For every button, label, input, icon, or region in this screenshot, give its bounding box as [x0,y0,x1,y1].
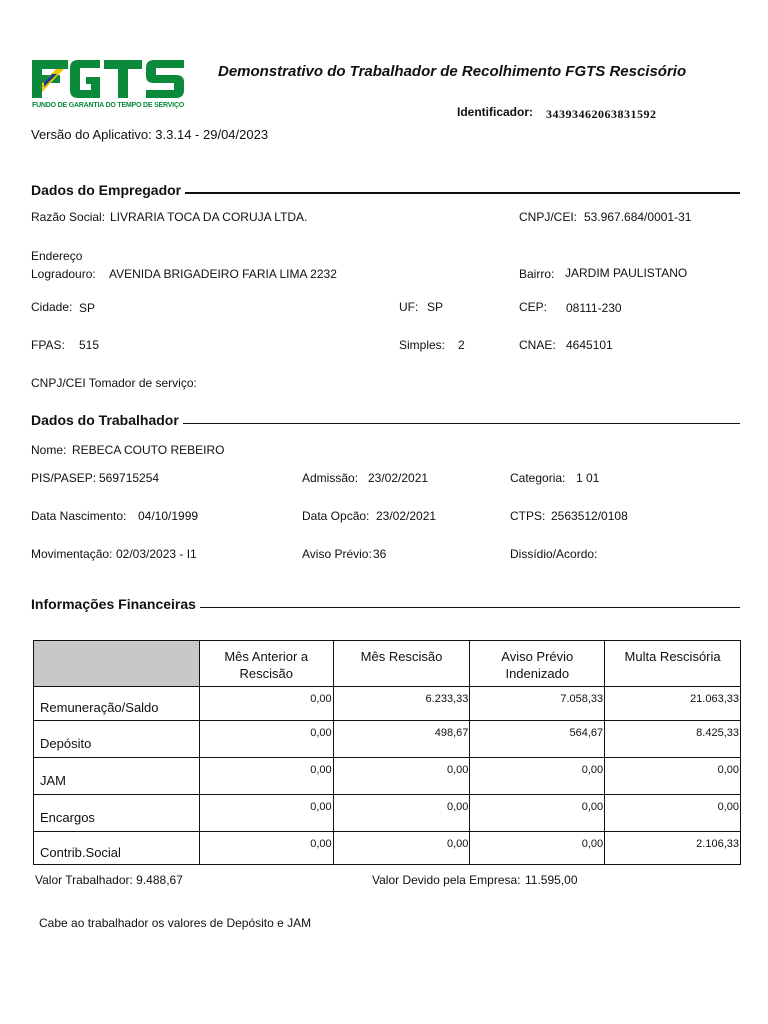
table-cell: 0,00 [199,687,333,721]
bairro-value: JARDIM PAULISTANO [565,266,688,280]
table-cell: 0,00 [470,832,605,865]
valor-trabalhador: Valor Trabalhador: 9.488,67 [35,873,183,887]
employer-section-title: Dados do Empregador [31,182,182,198]
ctps-value: 2563512/0108 [551,509,628,523]
table-cell: 2.106,33 [605,832,741,865]
table-row [34,687,741,721]
table-cell: 0,00 [605,795,741,832]
employer-section-header [31,182,740,198]
identifier-label: Identificador: [457,105,534,119]
column-header: Mês Anterior a Rescisão [199,641,333,687]
app-version: Versão do Aplicativo: 3.3.14 - 29/04/2023 [31,127,269,142]
table-cell: 0,00 [333,795,470,832]
fpas-value: 515 [79,338,100,352]
simples-value: 2 [458,338,465,352]
column-header: Multa Rescisória [605,641,741,687]
cep-value: 08111-230 [566,301,622,315]
aviso-previo-label: Aviso Prévio: [302,547,372,561]
cnpj-label: CNPJ/CEI: [519,210,578,224]
section-divider [185,192,740,194]
nascimento-label: Data Nascimento: [31,509,127,523]
table-cell: 0,00 [333,758,470,795]
worker-section-header [31,412,740,428]
table-cell: 0,00 [333,832,470,865]
cep-label: CEP: [519,300,548,314]
column-header: Mês Rescisão [333,641,470,687]
simples-label: Simples: [399,338,446,352]
table-row [34,832,741,865]
logradouro-label: Logradouro: [31,267,96,281]
table-cell: 0,00 [470,795,605,832]
financial-section-header [31,596,740,612]
row-label: Depósito [34,721,200,758]
nome-value: REBECA COUTO REBEIRO [72,443,225,457]
table-cell: 564,67 [470,721,605,758]
opcao-value: 23/02/2021 [376,509,437,523]
financial-table [33,640,741,865]
row-label: Encargos [34,795,200,832]
cnae-label: CNAE: [519,338,556,352]
tomador-label: CNPJ/CEI Tomador de serviço: [31,376,197,390]
table-cell: 21.063,33 [605,687,741,721]
uf-label: UF: [399,300,419,314]
dissidio-label: Dissídio/Acordo: [510,547,598,561]
aviso-previo-value: 36 [373,547,387,561]
table-cell: 0,00 [199,795,333,832]
movimentacao-value: 02/03/2023 - I1 [116,547,197,561]
footer-note: Cabe ao trabalhador os valores de Depósito e JAM [39,916,312,930]
document-title: Demonstrativo do Trabalhador de Recolhimento FGTS Rescisório [218,63,687,80]
table-header-row [34,641,741,687]
valor-devido-label: Valor Devido pela Empresa: [372,873,521,887]
endereco-label: Endereço [31,249,83,263]
cidade-value: SP [79,301,96,315]
opcao-label: Data Opcão: [302,509,370,523]
logo-subtitle: FUNDO DE GARANTIA DO TEMPO DE SERVIÇO [32,102,185,109]
table-row [34,721,741,758]
worker-section-title: Dados do Trabalhador [31,412,179,428]
table-cell: 7.058,33 [470,687,605,721]
admissao-value: 23/02/2021 [368,471,429,485]
fpas-label: FPAS: [31,338,65,352]
ctps-label: CTPS: [510,509,546,523]
uf-value: SP [427,300,444,314]
table-cell: 0,00 [199,832,333,865]
razao-social-value: LIVRARIA TOCA DA CORUJA LTDA. [110,210,308,224]
column-header: Aviso Prévio Indenizado [470,641,605,687]
pis-label: PIS/PASEP: [31,471,97,485]
cnae-value: 4645101 [566,338,613,352]
row-label: JAM [34,758,200,795]
table-cell: 0,00 [199,758,333,795]
section-divider [183,423,740,424]
cidade-label: Cidade: [31,300,73,314]
movimentacao-label: Movimentação: [31,547,113,561]
cnpj-value: 53.967.684/0001-31 [584,210,692,224]
table-row [34,758,741,795]
categoria-label: Categoria: [510,471,566,485]
categoria-value: 1 01 [576,471,600,485]
table-cell: 498,67 [333,721,470,758]
nome-label: Nome: [31,443,67,457]
row-label: Remuneração/Saldo [34,687,200,721]
table-cell: 0,00 [605,758,741,795]
table-row [34,795,741,832]
pis-value: 569715254 [99,471,160,485]
fgts-logo [30,58,186,119]
nascimento-value: 04/10/1999 [138,509,199,523]
identifier-value: 34393462063831592 [546,107,657,121]
financial-section-title: Informações Financeiras [31,596,196,612]
bairro-label: Bairro: [519,267,555,281]
table-cell: 8.425,33 [605,721,741,758]
logradouro-value: AVENIDA BRIGADEIRO FARIA LIMA 2232 [109,267,337,281]
table-cell: 6.233,33 [333,687,470,721]
table-corner-cell [34,641,200,687]
razao-social-label: Razão Social: [31,210,106,224]
admissao-label: Admissão: [302,471,359,485]
table-cell: 0,00 [199,721,333,758]
row-label: Contrib.Social [34,832,200,865]
section-divider [200,607,740,608]
table-cell: 0,00 [470,758,605,795]
valor-devido-value: 11.595,00 [525,873,578,887]
